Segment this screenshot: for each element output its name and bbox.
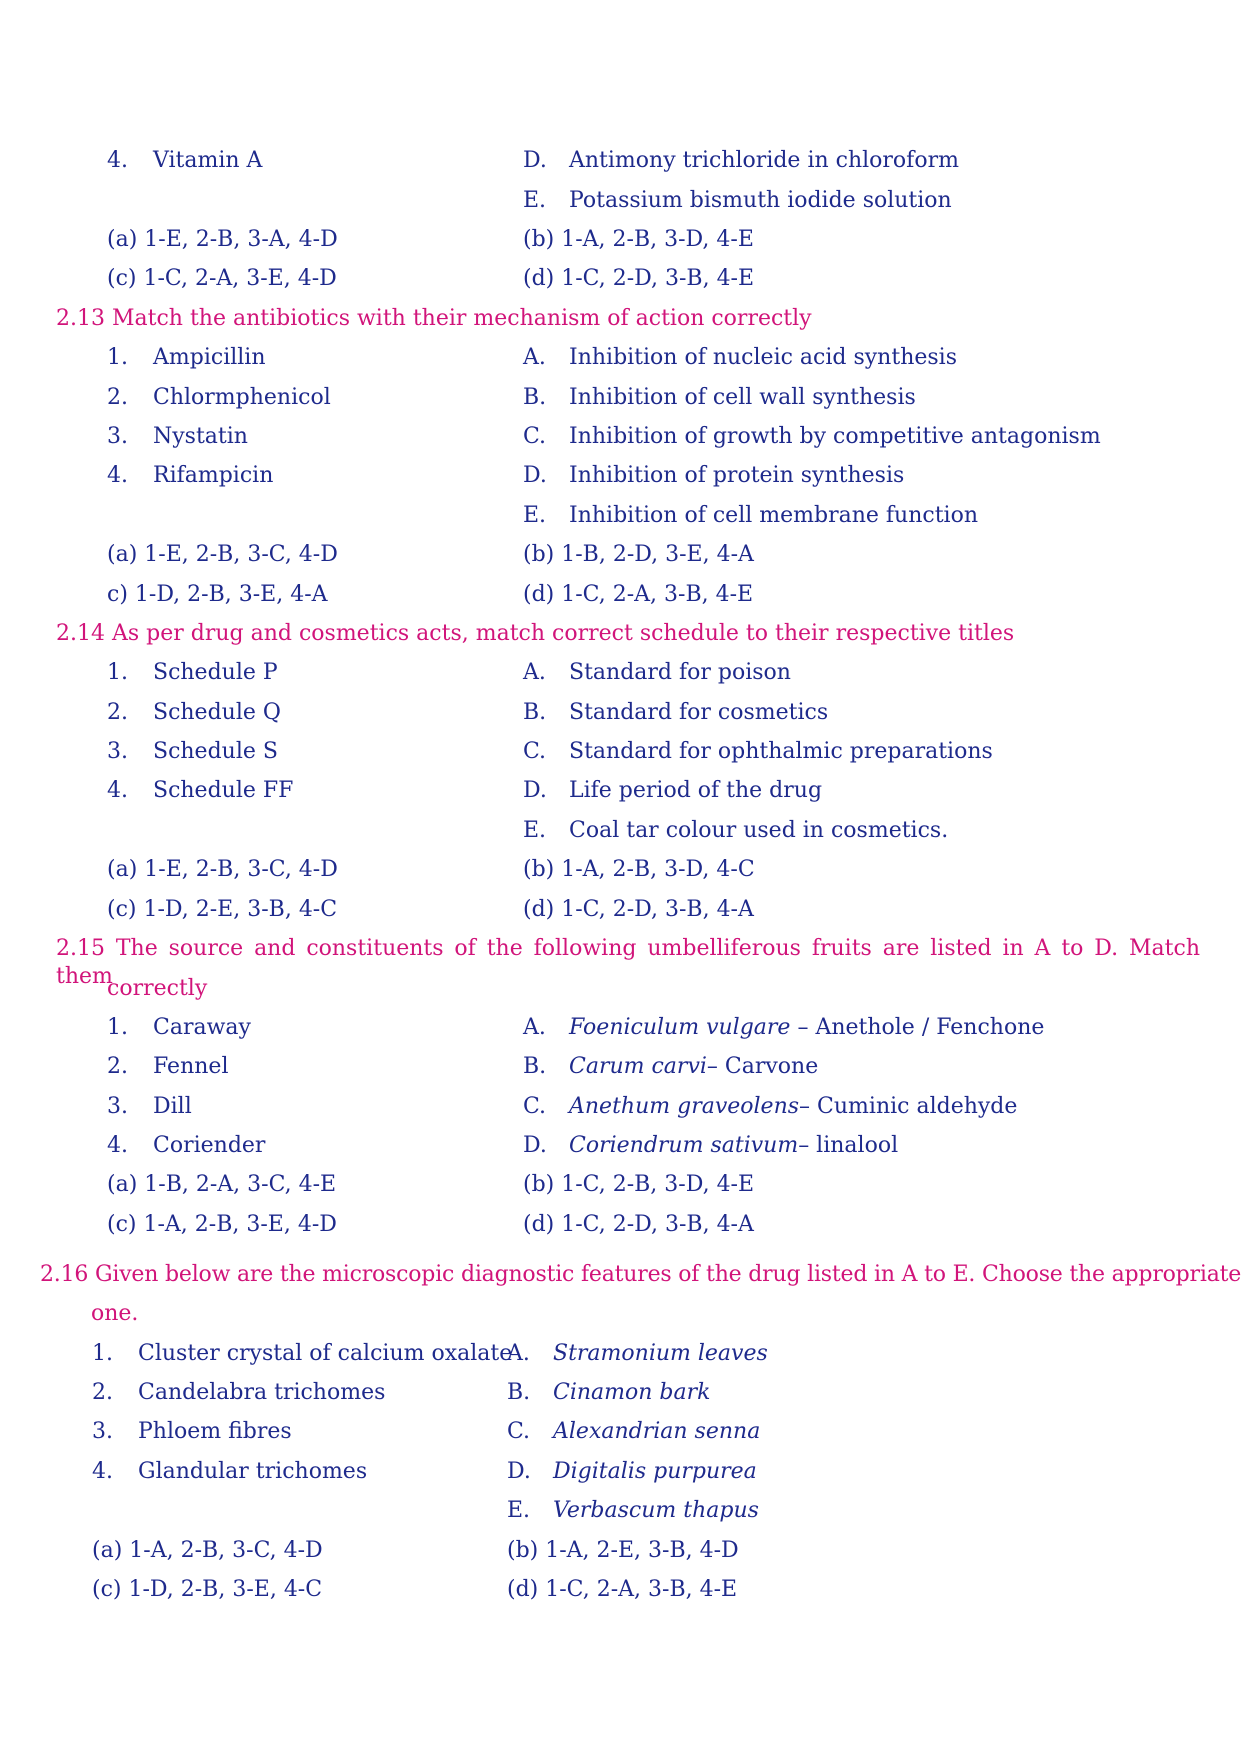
answer-option: (a) 1-B, 2-A, 3-C, 4-E bbox=[107, 1172, 337, 1197]
answer-option: (d) 1-C, 2-A, 3-B, 4-E bbox=[507, 1577, 738, 1602]
answer-option: (b) 1-A, 2-E, 3-B, 4-D bbox=[507, 1538, 739, 1563]
answer-option: (b) 1-C, 2-B, 3-D, 4-E bbox=[523, 1172, 755, 1197]
question-title: 2.16 Given below are the microscopic diagnostic features of the drug listed in A to E. Choose the appropriate bbox=[40, 1262, 1241, 1287]
answer-option: (d) 1-C, 2-D, 3-B, 4-A bbox=[523, 1212, 754, 1237]
answer-option: (d) 1-C, 2-D, 3-B, 4-E bbox=[523, 266, 755, 291]
answer-option: (b) 1-A, 2-B, 3-D, 4-E bbox=[523, 227, 754, 252]
answer-option: (a) 1-E, 2-B, 3-A, 4-D bbox=[107, 227, 338, 252]
answer-option: (c) 1-D, 2-B, 3-E, 4-C bbox=[92, 1577, 323, 1602]
answer-option: (b) 1-A, 2-B, 3-D, 4-C bbox=[523, 857, 755, 882]
question-title: 2.15 The source and constituents of the following umbelliferous fruits are listed in A to D. Match them bbox=[56, 936, 1200, 989]
answer-option: (a) 1-A, 2-B, 3-C, 4-D bbox=[92, 1538, 323, 1563]
question-title: 2.13 Match the antibiotics with their mechanism of action correctly bbox=[56, 306, 812, 331]
answer-option: (c) 1-C, 2-A, 3-E, 4-D bbox=[107, 266, 337, 291]
answer-option: (a) 1-E, 2-B, 3-C, 4-D bbox=[107, 857, 338, 882]
answer-option: (d) 1-C, 2-D, 3-B, 4-A bbox=[523, 897, 754, 922]
question-title-cont: correctly bbox=[107, 976, 208, 1001]
question-title-cont: one. bbox=[91, 1301, 139, 1326]
answer-option: (d) 1-C, 2-A, 3-B, 4-E bbox=[523, 582, 754, 607]
question-title: 2.14 As per drug and cosmetics acts, match correct schedule to their respective titles bbox=[56, 621, 1015, 646]
answer-option: (c) 1-A, 2-B, 3-E, 4-D bbox=[107, 1212, 337, 1237]
answer-option: (b) 1-B, 2-D, 3-E, 4-A bbox=[523, 542, 754, 567]
answer-option: c) 1-D, 2-B, 3-E, 4-A bbox=[107, 582, 328, 607]
answer-option: (a) 1-E, 2-B, 3-C, 4-D bbox=[107, 542, 338, 567]
answer-option: (c) 1-D, 2-E, 3-B, 4-C bbox=[107, 897, 338, 922]
